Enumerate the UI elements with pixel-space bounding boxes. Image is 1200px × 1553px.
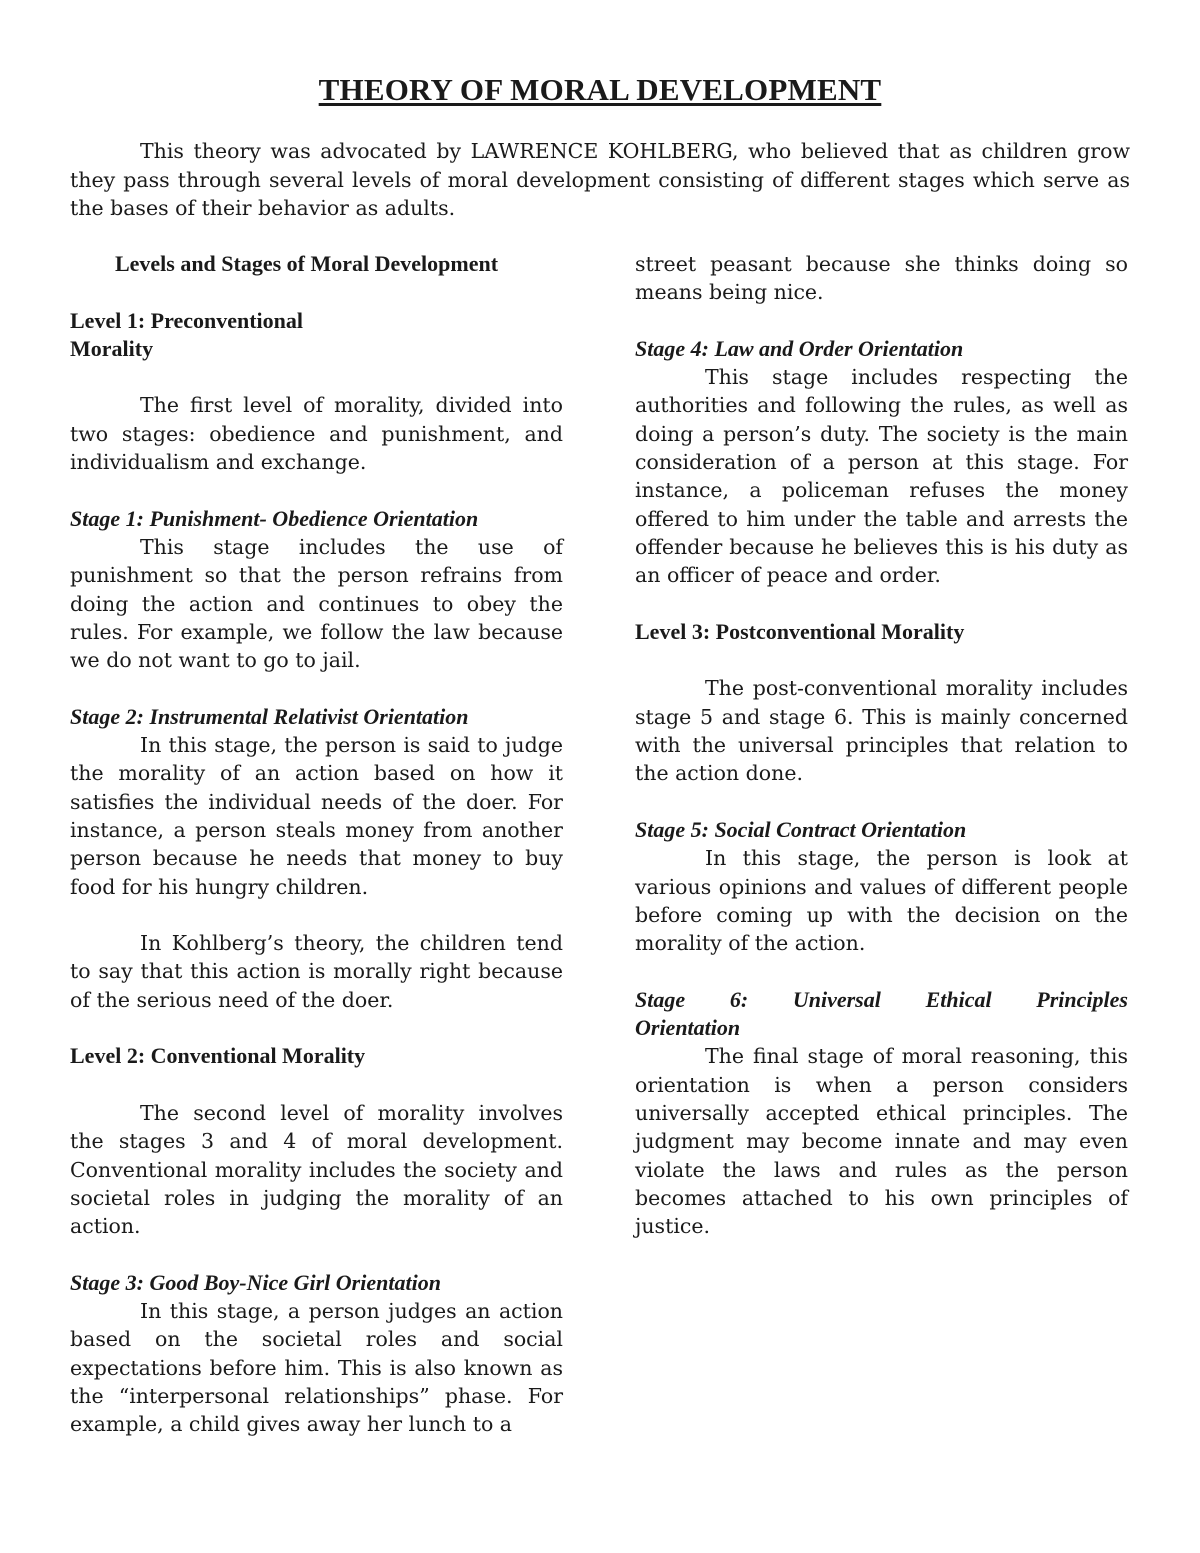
stage-2-body: In this stage, the person is said to judge the morality of an action based on how it satisfies the individual needs of the doer. For instance, a person steals money from another person because he needs that money to buy food for his hungry children.: [70, 733, 563, 899]
stage-6-word: Universal: [792, 986, 881, 1012]
stage-6-word: Ethical: [925, 986, 992, 1012]
stage-6-word: Principles: [1036, 986, 1128, 1012]
stage-1-block: [70, 505, 563, 675]
stage-4-heading: Stage 4: Law and Order Orientation: [635, 335, 964, 361]
level-2-heading: Level 2: Conventional Morality: [70, 1043, 366, 1069]
section-heading: Levels and Stages of Moral Development: [114, 251, 499, 276]
stage-5-body: In this stage, the person is look at various opinions and values of different people before coming up with the decision on the morality of the action.: [635, 846, 1128, 956]
level-3-body: The post-conventional morality includes stage 5 and stage 6. This is mainly concerned with the universal principles that relation to the action done.: [635, 676, 1128, 786]
level-2-body: The second level of morality involves the stages 3 and 4 of moral development. Conventional morality includes the society and societal roles in judging the morality of an action.: [70, 1100, 563, 1239]
stage-6-heading-line2: Orientation: [635, 1015, 741, 1041]
stage-5-block: [635, 816, 1128, 957]
stage-4-block: [635, 335, 1128, 590]
stage-1-heading: Stage 1: Punishment- Obedience Orientation: [70, 505, 479, 531]
right-column: [635, 250, 1128, 1269]
stage-2-block: [70, 703, 563, 901]
level-1-heading-line1: Level 1: Preconventional: [70, 307, 303, 333]
stage-3-heading: Stage 3: Good Boy-Nice Girl Orientation: [70, 1269, 441, 1295]
stage-2-body-2: In Kohlberg’s theory, the children tend to say that this action is morally right because of the serious need of the doer.: [70, 931, 563, 1012]
stage-6-word: Stage: [635, 986, 686, 1012]
level-1-heading-line2: Morality: [70, 335, 154, 361]
stage-5-heading: Stage 5: Social Contract Orientation: [635, 816, 967, 842]
intro-paragraph: This theory was advocated by LAWRENCE KOHLBERG, who believed that as children grow they pass through several levels of moral development consisting of different stages which serve as the bases of their behavior as adults.: [70, 139, 1130, 220]
stage-6-body: The final stage of moral reasoning, this orientation is when a person considers universally accepted ethical principles. The judgment may become innate and may even violate the laws and rules as the person becomes attached to his own principles of justice.: [635, 1044, 1128, 1239]
left-column: [70, 250, 563, 1467]
stage-6-block: [635, 986, 1128, 1241]
stage-6-word: 6:: [729, 986, 749, 1012]
stage-2-heading: Stage 2: Instrumental Relativist Orientation: [70, 703, 469, 729]
stage-3-body-right: street peasant because she thinks doing so means being nice.: [635, 252, 1128, 305]
stage-3-block: [70, 1269, 563, 1439]
stage-3-body-left: In this stage, a person judges an action based on the societal roles and social expectations before him. This is also known as the “interpersonal relationships” phase. For example, a child gives away her lunch to a: [70, 1298, 563, 1437]
stage-4-body: This stage includes respecting the authorities and following the rules, as well as doing a person’s duty. The society is the main consideration of a person at this stage. For instance, a policeman refuses the money offered to him under the table and arrests the offender because he believes this is his duty as an officer of peace and order.: [635, 365, 1128, 588]
stage-1-body: This stage includes the use of punishment so that the person refrains from doing the action and continues to obey the rules. For example, we follow the law because we do not want to go to jail.: [70, 534, 563, 673]
page-title: THEORY OF MORAL DEVELOPMENT: [318, 72, 882, 107]
stage-6-heading: [635, 986, 1128, 1043]
level-1-heading: [70, 307, 563, 364]
level-3-heading: Level 3: Postconventional Morality: [635, 618, 965, 644]
level-1-body: The first level of morality, divided into two stages: obedience and punishment, and individualism and exchange.: [70, 393, 563, 475]
stage-6-heading-line1: [635, 986, 1128, 1014]
